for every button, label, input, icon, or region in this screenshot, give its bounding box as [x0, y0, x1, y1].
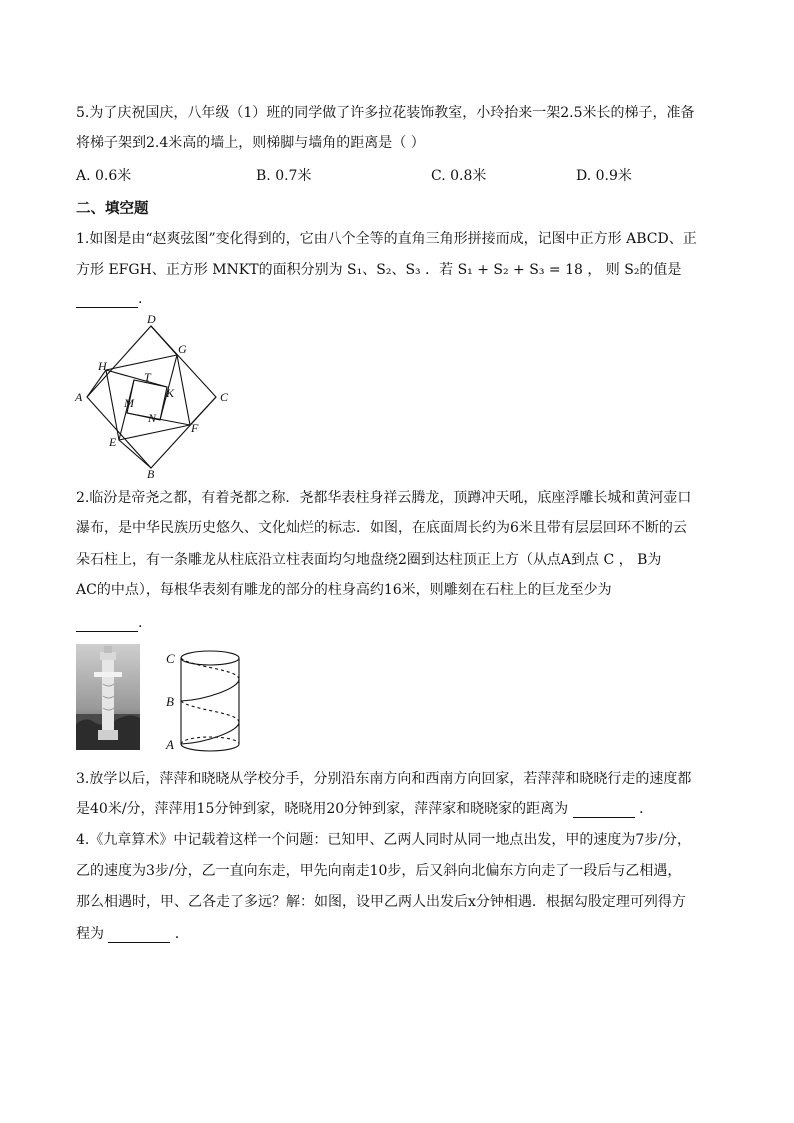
- q3-line-2: [76, 800, 653, 818]
- cylinder-top: [181, 651, 239, 665]
- q5-option-c: C. 0.8米: [431, 168, 487, 184]
- q4-line-4-end: ．: [174, 926, 189, 942]
- q4-line-3: 那么相遇时，甲、乙各走了多远？解：如图，设甲乙两人出发后x分钟相遇．根据勾股定理可列得方: [76, 894, 686, 910]
- label-a: A: [75, 390, 83, 404]
- q2-answer-blank[interactable]: [76, 617, 138, 632]
- label-f: F: [191, 421, 199, 435]
- q3-line-2-text: 是40米/分，萍萍用15分钟到家，晓晓用20分钟到家，萍萍家和晓晓家的距离为: [76, 801, 569, 817]
- huabiao-photo: [76, 644, 140, 750]
- q4-line-4: [76, 925, 189, 943]
- q2-line-5-end: .: [138, 615, 143, 631]
- section-heading: 二、填空题: [76, 201, 149, 217]
- q4-answer-blank[interactable]: [108, 928, 170, 943]
- helix-front-2: [181, 679, 239, 701]
- label-b: B: [147, 467, 155, 480]
- label-m: M: [124, 396, 134, 410]
- label-k: K: [166, 386, 175, 400]
- square-efgh: [106, 355, 190, 440]
- q4-line-1: 4.《九章算术》中记载着这样一个问题：已知甲、乙两人同时从同一地点出发，甲的速度为7步/分，: [76, 832, 691, 848]
- label-t: T: [144, 370, 151, 384]
- label-h: H: [98, 359, 107, 373]
- helix-front-1: [181, 722, 239, 744]
- q1-answer-blank[interactable]: [76, 293, 138, 308]
- q1-line-3: [76, 290, 142, 308]
- cylinder-bottom-front: [181, 744, 239, 751]
- helix-back-1: [181, 701, 239, 722]
- label-c: C: [220, 390, 229, 404]
- label-n: N: [148, 411, 157, 425]
- q5-options: [76, 165, 716, 183]
- q1-line-1: 1.如图是由“赵爽弦图”变化得到的，它由八个全等的直角三角形拼接而成，记图中正方形 ABCD、正: [76, 231, 697, 247]
- zhao-shuang-figure: [70, 310, 240, 480]
- q4-line-2: 乙的速度为3步/分，乙一直向东走，甲先向南走10步，后又斜向北偏东方向走了一段后与乙相遇，: [76, 863, 682, 879]
- label-d: D: [147, 312, 156, 326]
- q2-line-2: 瀑布，是中华民族历史悠久、文化灿烂的标志．如图，在底面周长约为6米且带有层层回环不断的云: [76, 520, 687, 536]
- q2-line-1: 2.临汾是帝尧之都，有着尧都之称．尧都华表柱身祥云腾龙，顶蹲冲天吼，底座浮雕长城和黄河壶口: [76, 490, 692, 506]
- helix-back-2: [181, 658, 239, 679]
- q2-line-4: AC的中点），每根华表刻有雕龙的部分的柱身高约16米，则雕刻在石柱上的巨龙至少为: [76, 582, 612, 598]
- q5-line-2: 将梯子架到2.4米高的墙上，则梯脚与墙角的距离是（ ）: [76, 135, 425, 151]
- q5-option-d: D. 0.9米: [576, 168, 632, 184]
- q5-option-b: B. 0.7米: [256, 168, 312, 184]
- label-cyl-b: B: [166, 694, 174, 709]
- label-g: G: [178, 342, 187, 356]
- cylinder-figure: [160, 646, 250, 756]
- q5-line-1: 5.为了庆祝国庆，八年级（1）班的同学做了许多拉花装饰教室，小玲抬来一架2.5米长的梯子，准备: [76, 105, 695, 121]
- q3-answer-blank[interactable]: [573, 803, 635, 818]
- label-e: E: [109, 435, 117, 449]
- q2-line-3: 朵石柱上，有一条雕龙从柱底沿立柱表面均匀地盘绕2圈到达柱顶正上方（从点A到点 C ， B为: [76, 552, 662, 568]
- q4-line-4-text: 程为: [76, 926, 104, 942]
- label-cyl-a: A: [166, 737, 174, 752]
- q3-line-1: 3.放学以后，萍萍和晓晓从学校分手，分别沿东南方向和西南方向回家，若萍萍和晓晓行走的速度都: [76, 771, 692, 787]
- q1-line-2: 方形 EFGH、正方形 MNKT的面积分别为 S₁、S₂、S₃ ．若 S₁ + S₂ + S₃ = 18 ， 则 S₂的值是: [76, 262, 682, 278]
- label-cyl-c: C: [166, 651, 175, 666]
- q5-option-a: A. 0.6米: [76, 168, 132, 184]
- q3-line-2-end: ．: [639, 801, 654, 817]
- q1-line-3-end: .: [138, 291, 143, 307]
- square-abcd: [87, 326, 216, 468]
- q2-line-5: [76, 614, 142, 632]
